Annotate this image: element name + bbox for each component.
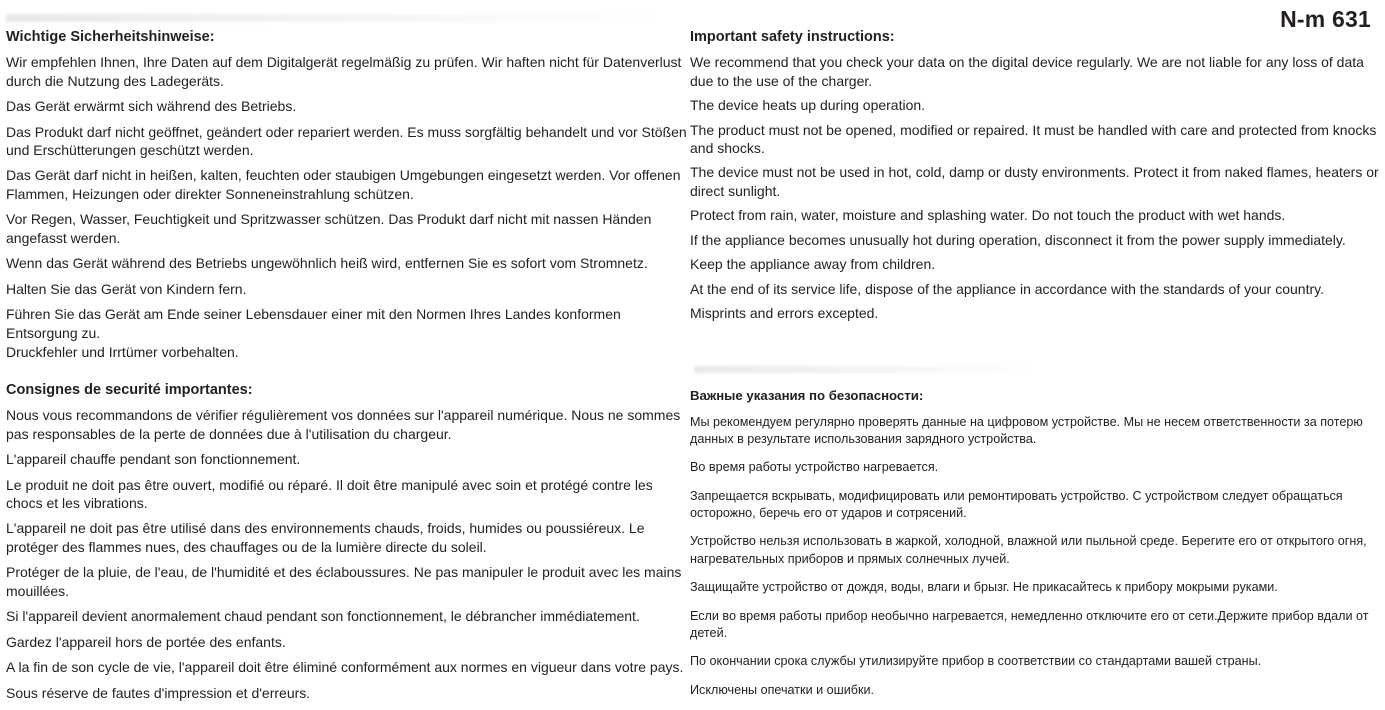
cut-off-text-artifact-top — [6, 14, 666, 22]
safety-paragraph: L'appareil chauffe pendant son fonctionnement. — [6, 451, 301, 468]
safety-paragraph: Si l'appareil devient anormalement chaud pendant son fonctionnement, le débrancher immédiatement. — [6, 608, 640, 625]
section-german — [6, 28, 690, 369]
safety-paragraph: Das Gerät erwärmt sich während des Betriebs. — [6, 98, 297, 115]
safety-paragraph: Nous vous recommandons de vérifier régulièrement vos données sur l'appareil numérique. Nous ne sommes pas responsables de la perte de données due à l'utilisation du chargeur. — [6, 407, 681, 442]
safety-paragraph: Защищайте устройство от дождя, воды, влаги и брызг. Не прикасайтесь к прибору мокрыми руками. — [690, 580, 1278, 595]
safety-paragraph: Das Gerät darf nicht in heißen, kalten, feuchten oder staubigen Umgebungen eingesetzt werden. Vor offenen Flammen, Heizungen oder direkter Sonneneinstrahlung schützen. — [6, 167, 681, 202]
safety-paragraph: If the appliance becomes unusually hot during operation, disconnect it from the power supply immediately. — [690, 231, 1346, 248]
safety-paragraph: Keep the appliance away from children. — [690, 256, 936, 273]
safety-paragraph: The product must not be opened, modified or repaired. It must be handled with care and protected from knocks and shocks. — [690, 121, 1377, 156]
section-french — [6, 381, 690, 709]
safety-paragraph: At the end of its service life, dispose of the appliance in accordance with the standards of your country. — [690, 280, 1324, 297]
section-heading-russian: Важные указания по безопасности: — [690, 388, 924, 403]
section-heading-german: Wichtige Sicherheitshinweise: — [6, 29, 215, 45]
safety-paragraph: Halten Sie das Gerät von Kindern fern. — [6, 280, 247, 297]
safety-paragraph: We recommend that you check your data on the digital device regularly. We are not liable for any loss of data due to the use of the charger. — [690, 54, 1364, 89]
safety-paragraph: Protect from rain, water, moisture and splashing water. Do not touch the product with wet hands. — [690, 207, 1286, 224]
safety-paragraph: Druckfehler und Irrtümer vorbehalten. — [6, 344, 239, 361]
section-heading-french: Consignes de securité importantes: — [6, 382, 253, 398]
safety-paragraph: Vor Regen, Wasser, Feuchtigkeit und Spritzwasser schützen. Das Produkt darf nicht mit nassen Händen angefasst werden. — [6, 211, 652, 246]
safety-paragraph: Le produit ne doit pas être ouvert, modifié ou réparé. Il doit être manipulé avec soin et protégé contre les chocs et les vibrations. — [6, 476, 653, 511]
safety-paragraph: Führen Sie das Gerät am Ende seiner Lebensdauer einer mit den Normen Ihres Landes konformen Entsorgung zu. — [6, 306, 621, 341]
section-heading-english: Important safety instructions: — [690, 29, 895, 45]
safety-paragraph: The device heats up during operation. — [690, 97, 926, 114]
safety-paragraph: Protéger de la pluie, de l'eau, de l'humidité et des éclaboussures. Ne pas manipuler le produit avec les mains mouillées. — [6, 564, 682, 599]
safety-paragraph: Misprints and errors excepted. — [690, 305, 879, 322]
safety-paragraph: Исключены опечатки и ошибки. — [690, 682, 875, 697]
safety-paragraph: The device must not be used in hot, cold, damp or dusty environments. Protect it from naked flames, heaters or direct sunlight. — [690, 164, 1379, 199]
safety-paragraph: Wenn das Gerät während des Betriebs ungewöhnlich heiß wird, entfernen Sie es sofort vom Stromnetz. — [6, 255, 648, 272]
safety-paragraph: Во время работы устройство нагревается. — [690, 460, 939, 475]
section-russian — [690, 388, 1380, 710]
safety-paragraph: L'appareil ne doit pas être utilisé dans des environnements chauds, froids, humides ou poussiéreux. Le protéger des flammes nues, des chauffages ou de la lumière directe du soleil. — [6, 520, 645, 555]
safety-paragraph: Запрещается вскрывать, модифицировать или ремонтировать устройство. С устройством следует обращаться осторожно, беречь его от ударов и сотрясений. — [690, 488, 1343, 520]
safety-paragraph: Если во время работы прибор необычно нагревается, немедленно отключите его от сети.Держите прибор вдали от детей. — [690, 608, 1369, 640]
cut-off-text-artifact-middle — [694, 366, 1034, 373]
safety-paragraph: Wir empfehlen Ihnen, Ihre Daten auf dem Digitalgerät regelmäßig zu prüfen. Wir haften nicht für Datenverlust durch die Nutzung des Ladegeräts. — [6, 54, 682, 89]
safety-paragraph: По окончании срока службы утилизируйте прибор в соответствии со стандартами вашей страны. — [690, 654, 1262, 669]
safety-paragraph: Мы рекомендуем регулярно проверять данные на цифровом устройстве. Мы не несем ответственности за потерю данных в результате использования зарядного устройства. — [690, 414, 1363, 446]
safety-paragraph: Gardez l'appareil hors de portée des enfants. — [6, 633, 286, 650]
model-code: N-m 631 — [1280, 6, 1371, 32]
section-english — [690, 28, 1380, 329]
safety-paragraph: Sous réserve de fautes d'impression et d'erreurs. — [6, 684, 311, 701]
safety-paragraph: Устройство нельзя использовать в жаркой, холодной, влажной или пыльной среде. Берегите его от открытого огня, нагревательных приборов и прямых солнечных лучей. — [690, 534, 1367, 566]
safety-paragraph: Das Produkt darf nicht geöffnet, geändert oder repariert werden. Es muss sorgfältig behandelt und vor Stößen und Erschütterungen geschützt werden. — [6, 123, 687, 158]
safety-paragraph: A la fin de son cycle de vie, l'appareil doit être éliminé conformément aux normes en vigueur dans votre pays. — [6, 659, 684, 676]
